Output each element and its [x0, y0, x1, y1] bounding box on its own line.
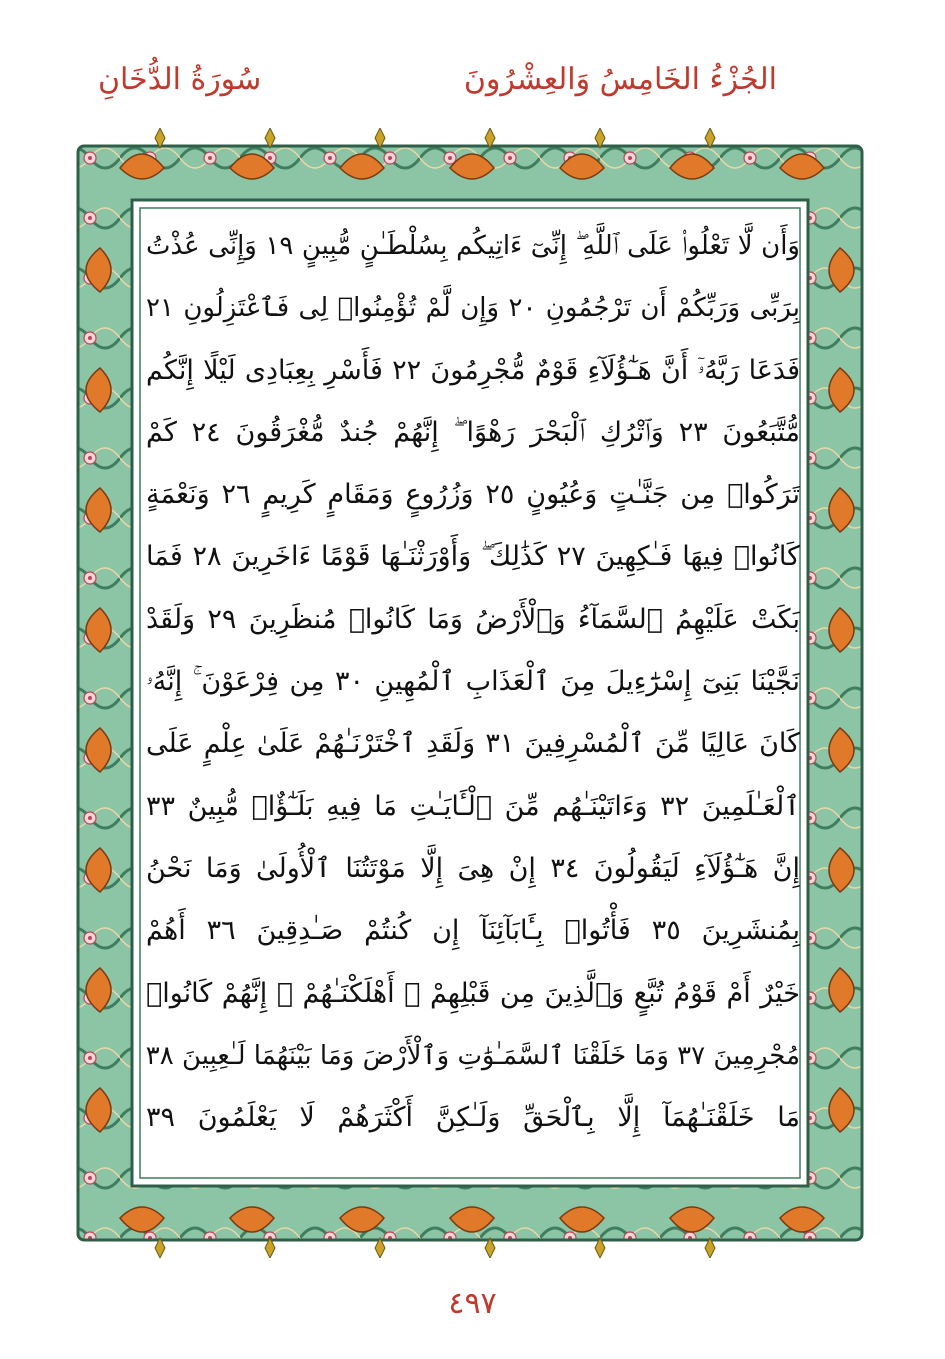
text-line: وَأَن لَّا تَعْلُوا۟ عَلَى ٱللَّهِ ۖ إِنِّىٓ ءَاتِيكُم بِسُلْطَـٰنٍ مُّبِينٍ ١٩ وَإِنِّى عُذْتُ	[146, 231, 800, 261]
text-line: مَا خَلَقْنَـٰهُمَآ إِلَّا بِٱلْحَقِّ وَلَـٰكِنَّ أَكْثَرَهُمْ لَا يَعْلَمُونَ ٣٩	[146, 1102, 800, 1134]
text-line: فَدَعَا رَبَّهُۥٓ أَنَّ هَـٰٓؤُلَآءِ قَوْمٌ مُّجْرِمُونَ ٢٢ فَأَسْرِ بِعِبَادِى لَيْلًا إِنَّكُم	[146, 354, 800, 386]
text-line: إِنَّ هَـٰٓؤُلَآءِ لَيَقُولُونَ ٣٤ إِنْ هِىَ إِلَّا مَوْتَتُنَا ٱلْأُولَىٰ وَمَا نَحْنُ	[146, 852, 800, 884]
page-number: ٤٩٧	[448, 1286, 497, 1321]
text-line: كَانُوا۟ فِيهَا فَـٰكِهِينَ ٢٧ كَذَٰلِكَ ۖ وَأَوْرَثْنَـٰهَا قَوْمًا ءَاخَرِينَ ٢٨ فَمَا	[146, 541, 800, 573]
text-line: بِرَبِّى وَرَبِّكُمْ أَن تَرْجُمُونِ ٢٠ وَإِن لَّمْ تُؤْمِنُوا۟ لِى فَٱعْتَزِلُونِ ٢١	[146, 293, 800, 324]
text-line: مُّتَّبَعُونَ ٢٣ وَٱتْرُكِ ٱلْبَحْرَ رَهْوًا ۖ إِنَّهُمْ جُندٌ مُّغْرَقُونَ ٢٤ كَمْ	[146, 416, 800, 448]
text-line: خَيْرٌ أَمْ قَوْمُ تُبَّعٍ وَٱلَّذِينَ مِن قَبْلِهِمْ ۚ أَهْلَكْنَـٰهُمْ ۖ إِنَّهُمْ كَانُوا۟	[146, 977, 800, 1009]
text-line: تَرَكُوا۟ مِن جَنَّـٰتٍ وَعُيُونٍ ٢٥ وَزُرُوعٍ وَمَقَامٍ كَرِيمٍ ٢٦ وَنَعْمَةٍ	[146, 479, 800, 511]
quran-text	[146, 215, 800, 1175]
text-line: مُجْرِمِينَ ٣٧ وَمَا خَلَقْنَا ٱلسَّمَـٰوَٰتِ وَٱلْأَرْضَ وَمَا بَيْنَهُمَا لَـٰعِبِينَ ٣٨	[146, 1040, 800, 1071]
juz-title: الجُزْءُ الخَامِسُ وَالعِشْرُونَ	[463, 62, 777, 97]
text-line: بَكَتْ عَلَيْهِمُ ٱلسَّمَآءُ وَٱلْأَرْضُ وَمَا كَانُوا۟ مُنظَرِينَ ٢٩ وَلَقَدْ	[146, 603, 800, 635]
text-line: كَانَ عَالِيًا مِّنَ ٱلْمُسْرِفِينَ ٣١ وَلَقَدِ ٱخْتَرْنَـٰهُمْ عَلَىٰ عِلْمٍ عَلَى	[146, 728, 800, 760]
text-line: بِمُنشَرِينَ ٣٥ فَأْتُوا۟ بِـَٔابَآئِنَآ إِن كُنتُمْ صَـٰدِقِينَ ٣٦ أَهُمْ	[146, 915, 800, 947]
text-line: نَجَّيْنَا بَنِىٓ إِسْرَٰٓءِيلَ مِنَ ٱلْعَذَابِ ٱلْمُهِينِ ٣٠ مِن فِرْعَوْنَ ۚ إِنَّهُۥ	[146, 666, 800, 698]
text-line: ٱلْعَـٰلَمِينَ ٣٢ وَءَاتَيْنَـٰهُم مِّنَ ٱلْـَٔايَـٰتِ مَا فِيهِ بَلَـٰٓؤٌا۟ مُّبِينٌ ٣٣	[146, 790, 800, 822]
surah-title: سُورَةُ الدُّخَانِ	[98, 62, 262, 97]
